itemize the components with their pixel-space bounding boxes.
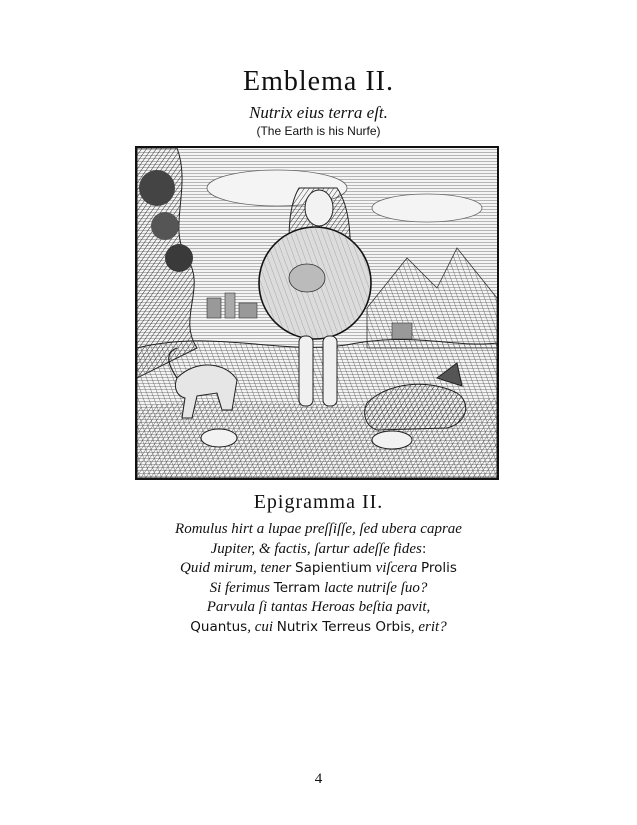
poem-text-run: Quid mirum, tener <box>180 560 296 576</box>
poem-text-run: , erit? <box>410 618 447 635</box>
poem-text-run: Si ferimus <box>209 579 274 596</box>
epigram-poem <box>0 520 637 637</box>
poem-line <box>0 540 637 560</box>
poem-text-run: Romulus hirt a lupae preſſiſſe, ſed ubera caprae <box>175 521 462 537</box>
page-number: 4 <box>314 771 323 787</box>
poem-text-run: Terram <box>273 579 321 596</box>
poem-text-run: Nutrix Terreus Orbis <box>276 618 411 635</box>
poem-text-run: viſcera <box>371 560 421 576</box>
engraving-image <box>135 146 499 480</box>
poem-text-run: Parvula ſi tantas Heroas beſtia pavit, <box>206 599 431 615</box>
poem-text-run: Quantus <box>190 618 248 635</box>
poem-text-run: : <box>421 540 427 557</box>
emblem-title: Emblema II. <box>243 66 394 97</box>
poem-text-run: lacte nutriſe ſuo? <box>320 579 428 596</box>
poem-line <box>0 520 637 540</box>
poem-line <box>0 618 637 638</box>
motto-translation: (The Earth is his Nurfe) <box>256 124 381 138</box>
poem-text-run: , cui <box>247 618 277 635</box>
epigram-title: Epigramma II. <box>253 491 384 513</box>
poem-line <box>0 559 637 579</box>
poem-text-run: Jupiter, & factis, ſartur adeſſe fides <box>210 540 422 557</box>
poem-line <box>0 579 637 599</box>
poem-line <box>0 598 637 618</box>
emblem-motto: Nutrix eius terra eſt. <box>249 103 388 122</box>
poem-text-run: Sapientium <box>295 560 372 576</box>
poem-text-run: Prolis <box>420 560 457 576</box>
